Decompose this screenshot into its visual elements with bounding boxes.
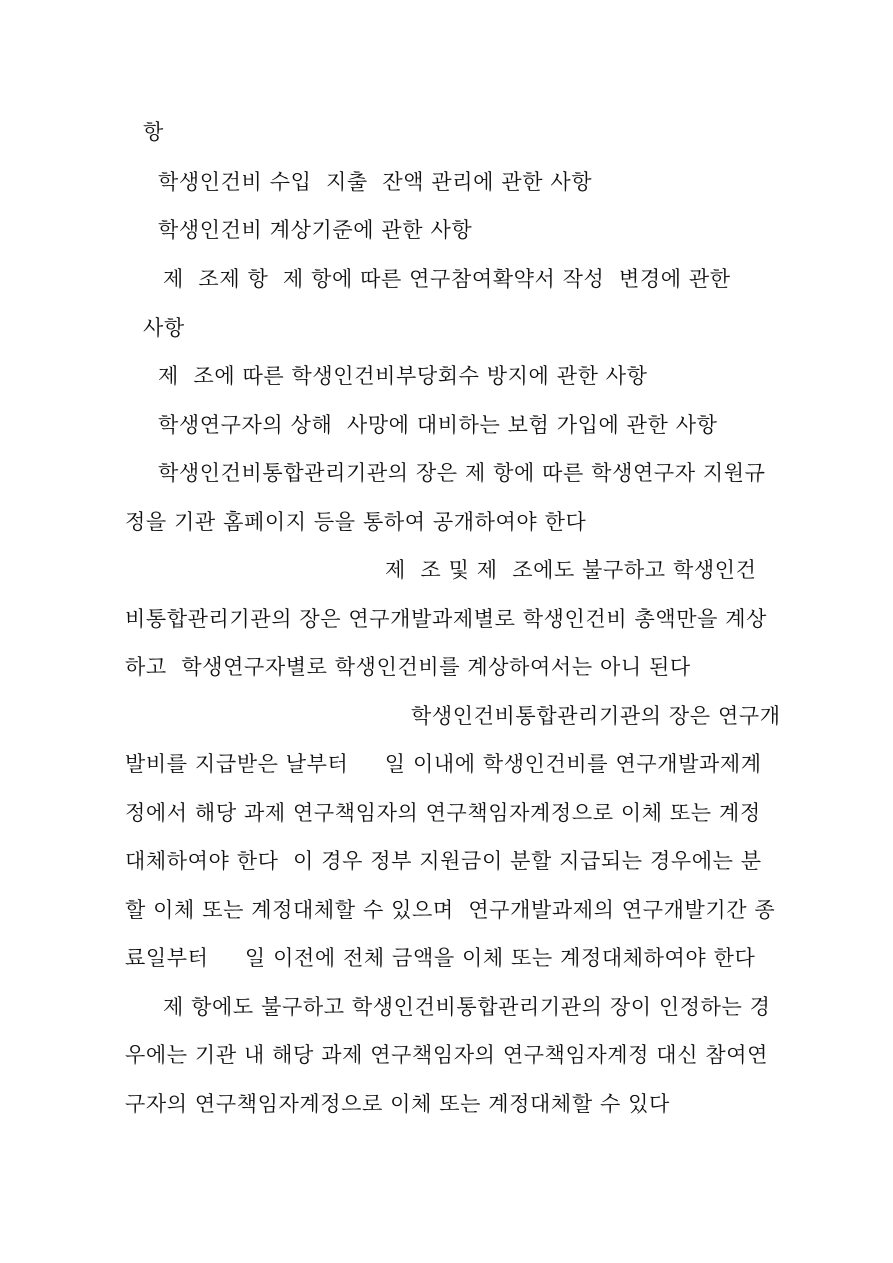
text-line bbox=[0, 314, 893, 354]
text-segment: 사항 bbox=[143, 316, 185, 340]
text-line bbox=[0, 118, 893, 158]
text-segment: 구자의 연구책임자계정으로 이체 또는 계정대체할 수 있다 bbox=[125, 1092, 670, 1116]
text-segment: 하고 학생연구자별로 학생인건비를 계상하여서는 아니 된다 bbox=[125, 655, 691, 679]
text-line bbox=[0, 459, 893, 499]
text-segment: 항 bbox=[143, 120, 164, 144]
text-line bbox=[0, 750, 893, 790]
text-line bbox=[0, 216, 893, 256]
text-line bbox=[0, 944, 893, 984]
text-segment: 정에서 해당 과제 연구책임자의 연구책임자계정으로 이체 또는 계정 bbox=[125, 801, 761, 825]
text-segment: 우에는 기관 내 해당 과제 연구책임자의 연구책임자계정 대신 참여연 bbox=[125, 1043, 769, 1067]
text-segment: 학생인건비 계상기준에 관한 사항 bbox=[158, 218, 473, 242]
text-line bbox=[0, 508, 893, 548]
text-segment: 발비를 지급받은 날부터 일 이내에 학생인건비를 연구개발과제계 bbox=[125, 752, 762, 776]
text-line bbox=[0, 168, 893, 208]
text-line bbox=[0, 653, 893, 693]
text-segment: 제 조제 항 제 항에 따른 연구참여확약서 작성 변경에 관한 bbox=[163, 267, 731, 291]
text-segment: 할 이체 또는 계정대체할 수 있으며 연구개발과제의 연구개발기간 종 bbox=[125, 898, 776, 922]
text-segment: 제 조 및 제 조에도 불구하고 학생인건 bbox=[385, 558, 757, 582]
text-line bbox=[0, 1090, 893, 1130]
text-line bbox=[0, 799, 893, 839]
text-segment: 학생인건비 수입 지출 잔액 관리에 관한 사항 bbox=[158, 170, 593, 194]
text-line bbox=[0, 556, 893, 596]
text-segment: 비통합관리기관의 장은 연구개발과제별로 학생인건비 총액만을 계상 bbox=[125, 607, 768, 631]
text-line bbox=[0, 896, 893, 936]
text-segment: 학생인건비통합관리기관의 장은 연구개 bbox=[411, 704, 781, 728]
text-line bbox=[0, 847, 893, 887]
text-segment: 학생인건비통합관리기관의 장은 제 항에 따른 학생연구자 지원규 bbox=[158, 461, 766, 485]
text-line bbox=[0, 265, 893, 305]
text-segment: 학생연구자의 상해 사망에 대비하는 보험 가입에 관한 사항 bbox=[158, 413, 718, 437]
text-segment: 대체하여야 한다 이 경우 정부 지원금이 분할 지급되는 경우에는 분 bbox=[125, 849, 762, 873]
text-segment: 제 항에도 불구하고 학생인건비통합관리기관의 장이 인정하는 경 bbox=[163, 995, 771, 1019]
text-segment: 정을 기관 홈페이지 등을 통하여 공개하여야 한다 bbox=[125, 510, 587, 534]
text-line bbox=[0, 702, 893, 742]
text-line bbox=[0, 1041, 893, 1081]
text-line bbox=[0, 993, 893, 1033]
text-line bbox=[0, 411, 893, 451]
text-line bbox=[0, 605, 893, 645]
text-segment: 료일부터 일 이전에 전체 금액을 이체 또는 계정대체하여야 한다 bbox=[125, 946, 756, 970]
text-line bbox=[0, 362, 893, 402]
text-segment: 제 조에 따른 학생인건비부당회수 방지에 관한 사항 bbox=[158, 364, 648, 388]
